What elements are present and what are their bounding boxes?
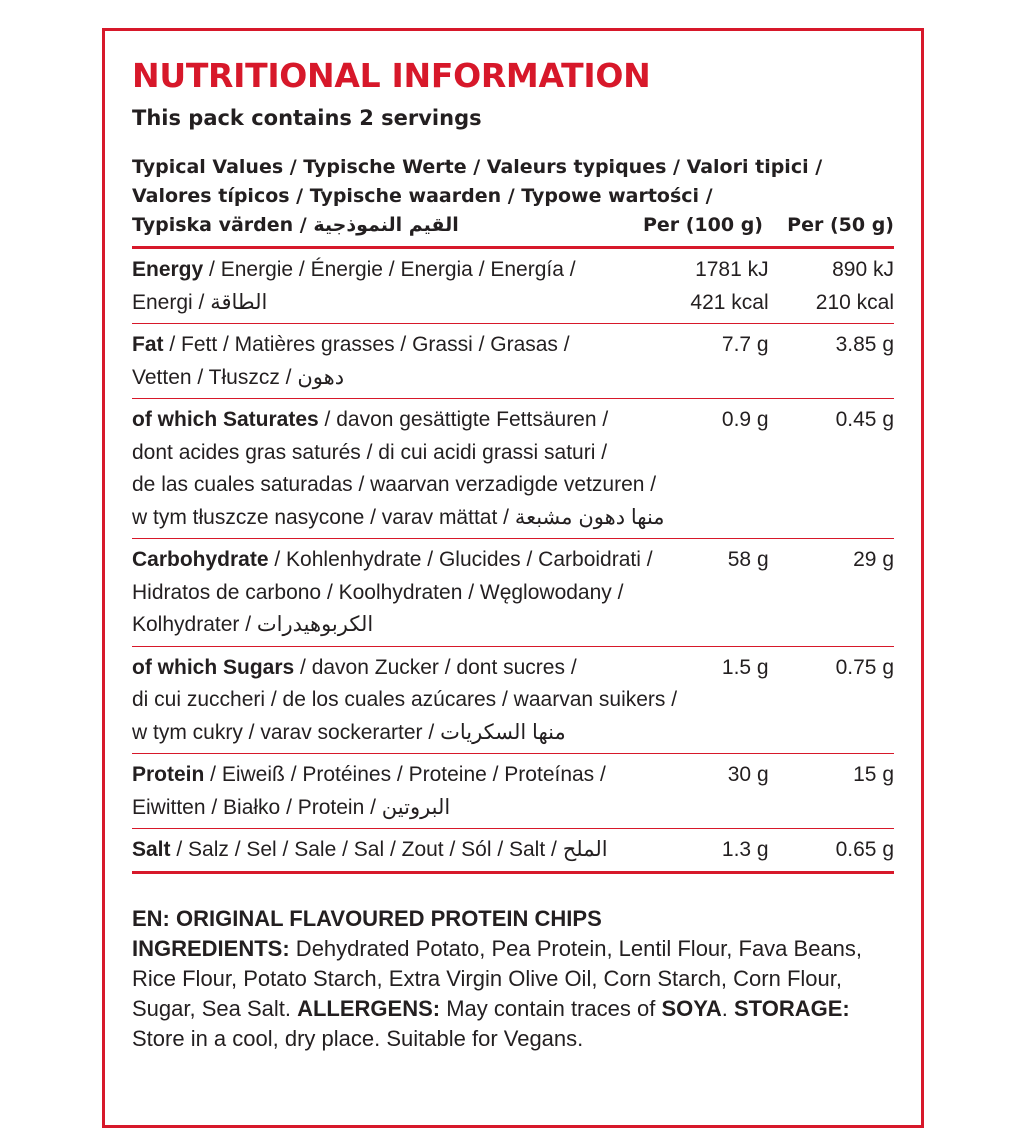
- value-per-100g: [690, 646, 768, 754]
- allergen-item: SOYA: [661, 995, 722, 1021]
- nutrient-row: [132, 324, 894, 399]
- nutrition-table: [132, 249, 894, 874]
- nutrient-arabic: الطاقة: [210, 290, 268, 314]
- nutrient-label: [132, 324, 690, 399]
- nutrient-translations: / Energie / Énergie / Energia / Energía /: [203, 258, 576, 281]
- value-line: 0.75 g: [835, 655, 894, 679]
- nutrient-name: of which Saturates: [132, 408, 319, 431]
- nutrient-row: [132, 646, 894, 754]
- nutrient-label: [132, 646, 690, 754]
- nutrient-translations: di cui zuccheri / de los cuales azúcares / waarvan suikers /: [132, 688, 678, 711]
- value-line: 30 g: [727, 763, 769, 786]
- nutrient-row: [132, 249, 894, 324]
- value-line: 210 kcal: [815, 290, 894, 314]
- value-per-50g: [769, 829, 894, 873]
- nutrient-arabic: الملح: [562, 838, 608, 861]
- value-line: 7.7 g: [721, 333, 769, 356]
- nutrient-label-line: [132, 544, 690, 577]
- nutrient-translations: / Kohlenhydrate / Glucides / Carboidrati /: [268, 548, 653, 571]
- nutrient-label-line: [132, 362, 690, 395]
- nutrient-name: Salt: [132, 838, 171, 861]
- value-per-50g: [769, 324, 894, 399]
- nutrient-row: [132, 539, 894, 647]
- nutrient-label: [132, 399, 690, 539]
- nutrient-translations: / davon gesättigte Fettsäuren /: [318, 408, 609, 431]
- nutrient-row: [132, 399, 894, 539]
- nutrient-label-line: [132, 329, 690, 362]
- value-line: 890 kJ: [832, 258, 894, 281]
- value-per-50g: [769, 399, 894, 539]
- nutrient-label-line: [132, 759, 690, 792]
- nutrient-label-line: [132, 717, 690, 750]
- nutrient-label: [132, 539, 690, 647]
- nutrient-label: [132, 249, 690, 324]
- nutrient-label-line: [132, 792, 690, 825]
- nutrient-name: Fat: [132, 333, 164, 356]
- header-line-3-latin: Typiska värden /: [132, 214, 314, 236]
- table-header: [132, 153, 894, 249]
- header-line-1: Typical Values / Typische Werte / Valeurs typiques / Valori tipici /: [132, 156, 823, 178]
- nutrient-arabic: البروتين: [381, 795, 451, 819]
- ingredients-paragraph: [132, 934, 894, 1054]
- value-per-50g: [769, 646, 894, 754]
- nutrient-translations: de las cuales saturadas / waarvan verzadigde vetzuren /: [132, 473, 657, 496]
- value-line: 1781 kJ: [695, 258, 769, 281]
- header-line-2: Valores típicos / Typische waarden / Typowe wartości /: [132, 185, 713, 207]
- nutrient-translations: w tym tłuszcze nasycone / varav mättat /: [132, 505, 515, 529]
- value-per-100g: [690, 539, 768, 647]
- nutrient-arabic: دهون: [297, 365, 345, 389]
- nutrition-label: [132, 52, 894, 1054]
- nutrient-label-line: [132, 287, 690, 320]
- allergens-end: .: [721, 995, 734, 1021]
- nutrient-translations: / Salz / Sel / Sale / Sal / Zout / Sól / Salt /: [170, 838, 563, 861]
- nutrient-translations: Hidratos de carbono / Koolhydraten / Węglowodany /: [132, 580, 624, 604]
- nutrient-name: Carbohydrate: [132, 548, 269, 571]
- nutrient-label-line: [132, 652, 690, 685]
- nutrient-translations: Energi /: [132, 290, 211, 314]
- nutrient-row: [132, 754, 894, 829]
- nutrient-translations: w tym cukry / varav sockerarter /: [132, 720, 441, 744]
- nutrient-label-line: [132, 404, 690, 437]
- ingredients-label: INGREDIENTS:: [132, 935, 290, 961]
- nutrient-label-line: [132, 254, 690, 287]
- nutrient-name: Energy: [132, 258, 204, 281]
- value-line: 15 g: [853, 763, 894, 786]
- nutrient-translations: dont acides gras saturés / di cui acidi grassi saturi /: [132, 440, 608, 464]
- servings-note: This pack contains 2 servings: [132, 106, 482, 130]
- storage-text: Store in a cool, dry place. Suitable for Vegans.: [132, 1025, 584, 1051]
- nutrient-name: Protein: [132, 763, 205, 786]
- column-header-per-100g: Per (100 g): [642, 214, 763, 236]
- value-line: 1.5 g: [721, 655, 769, 679]
- value-line: 421 kcal: [690, 290, 769, 314]
- value-per-50g: [769, 249, 894, 324]
- allergens-label: ALLERGENS:: [297, 995, 441, 1021]
- value-line: 1.3 g: [721, 838, 769, 861]
- value-per-50g: [769, 754, 894, 829]
- column-header-per-50g: Per (50 g): [787, 214, 894, 236]
- product-info: [132, 904, 894, 1054]
- nutrient-label: [132, 754, 690, 829]
- value-per-50g: [769, 539, 894, 647]
- nutrient-translations: Vetten / Tłuszcz /: [132, 365, 298, 389]
- storage-label: STORAGE:: [734, 995, 850, 1021]
- nutrient-translations: Kolhydrater /: [132, 613, 257, 636]
- nutrient-label-line: [132, 577, 690, 610]
- value-line: 58 g: [727, 548, 769, 571]
- label-title: NUTRITIONAL INFORMATION: [132, 56, 651, 95]
- nutrient-translations: Eiwitten / Białko / Protein /: [132, 795, 382, 819]
- nutrient-label-line: [132, 834, 690, 867]
- nutrient-label-line: [132, 502, 690, 535]
- nutrient-arabic: منها دهون مشبعة: [514, 505, 665, 529]
- nutrient-label-line: [132, 469, 690, 502]
- nutrient-row: [132, 829, 894, 873]
- header-line-3-arabic: القيم النموذجية: [313, 214, 459, 236]
- nutrient-name: of which Sugars: [132, 655, 295, 679]
- value-line: 0.9 g: [721, 408, 769, 431]
- value-line: 0.65 g: [835, 838, 894, 861]
- nutrient-translations: / Eiweiß / Protéines / Proteine / Proteínas /: [204, 763, 606, 786]
- ingredients-text: Dehydrated Potato, Pea Protein, Lentil Flour, Fava Beans, Rice Flour, Potato Starch, Extra Virgin Olive Oil, Corn Starch, Corn Flour, Sugar, Sea Salt.: [132, 935, 863, 1021]
- nutrient-label-line: [132, 437, 690, 470]
- nutrient-label: [132, 829, 690, 873]
- value-per-100g: [690, 324, 768, 399]
- header-line-3: [132, 211, 894, 240]
- value-per-100g: [690, 754, 768, 829]
- value-per-100g: [690, 829, 768, 873]
- value-per-100g: [690, 249, 768, 324]
- value-per-100g: [690, 399, 768, 539]
- value-line: 0.45 g: [835, 408, 894, 431]
- nutrient-arabic: منها السكريات: [440, 720, 566, 744]
- allergens-text: May contain traces of: [440, 995, 662, 1021]
- nutrient-label-line: [132, 684, 690, 717]
- value-line: 29 g: [853, 548, 894, 571]
- nutrient-translations: / davon Zucker / dont sucres /: [294, 655, 577, 679]
- product-name: EN: ORIGINAL FLAVOURED PROTEIN CHIPS: [132, 905, 602, 931]
- nutrient-arabic: الكربوهيدرات: [256, 613, 374, 636]
- value-line: 3.85 g: [835, 333, 894, 356]
- nutrient-label-line: [132, 609, 690, 642]
- nutrient-translations: / Fett / Matières grasses / Grassi / Grasas /: [163, 333, 570, 356]
